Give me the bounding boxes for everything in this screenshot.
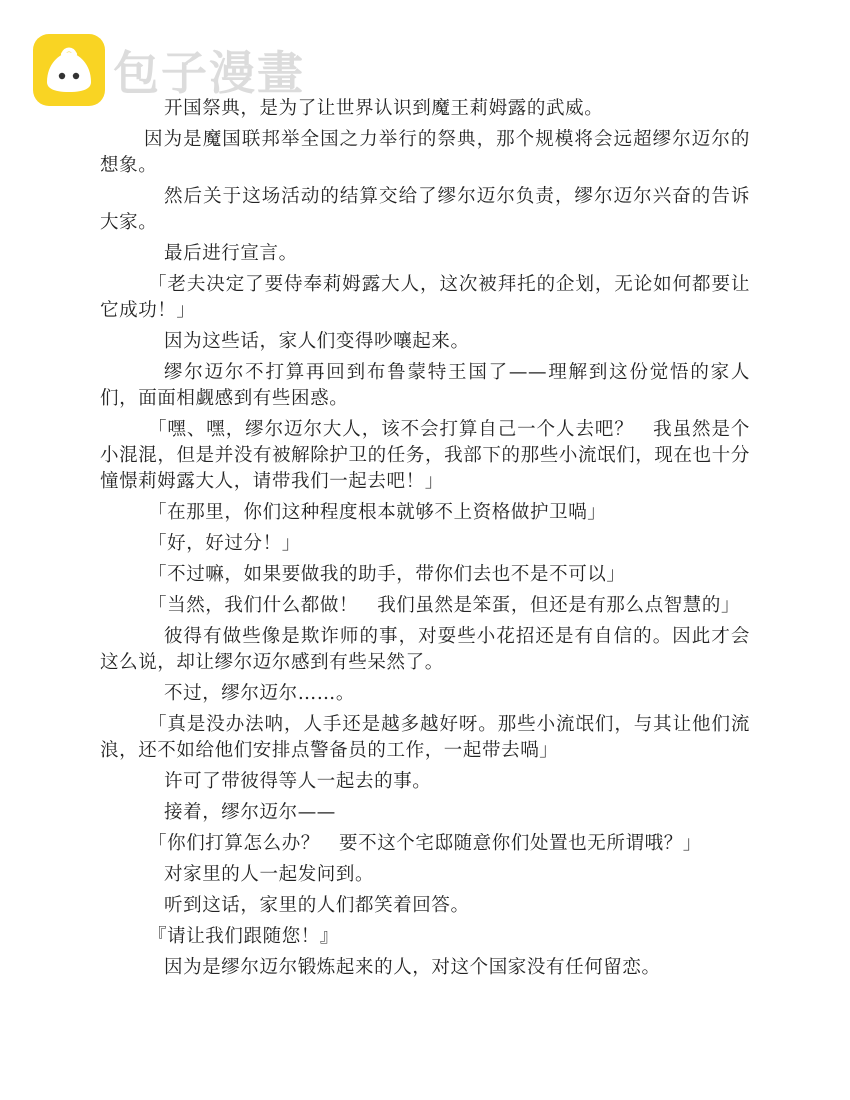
dialogue-line: 「当然，我们什么都做！ 我们虽然是笨蛋，但还是有那么点智慧的」	[148, 595, 741, 616]
paragraph: 因为这些话，家人们变得吵嚷起来。	[164, 331, 470, 352]
dialogue-line: 「嘿、嘿，缪尔迈尔大人，该不会打算自己一个人去吧？ 我虽然是个小混混，但是并没有被解除护卫的任务，我部下的那些小流氓们，现在也十分憧憬莉姆露大人，请带我们一起去吧！」	[100, 419, 750, 492]
article-body	[100, 96, 750, 986]
dialogue-line: 「好，好过分！」	[148, 533, 301, 554]
steamed-bun-icon	[33, 34, 105, 106]
watermark-text: 包子漫畫	[113, 46, 305, 100]
dialogue-line: 「真是没办法呐，人手还是越多越好呀。那些小流氓们，与其让他们流浪，还不如给他们安排点警备员的工作，一起带去喎」	[100, 714, 750, 761]
paragraph: 然后关于这场活动的结算交给了缪尔迈尔负责，缪尔迈尔兴奋的告诉大家。	[100, 186, 750, 233]
paragraph: 开国祭典，是为了让世界认识到魔王莉姆露的武威。	[164, 98, 604, 119]
paragraph: 缪尔迈尔不打算再回到布鲁蒙特王国了——理解到这份觉悟的家人们，面面相觑感到有些困惑。	[100, 362, 750, 409]
paragraph: 不过，缪尔迈尔……。	[164, 683, 356, 704]
paragraph: 因为是缪尔迈尔锻炼起来的人，对这个国家没有任何留恋。	[164, 957, 661, 978]
dialogue-line: 「老夫决定了要侍奉莉姆露大人，这次被拜托的企划，无论如何都要让它成功！」	[100, 274, 750, 321]
paragraph: 彼得有做些像是欺诈师的事，对耍些小花招还是有自信的。因此才会这么说，却让缪尔迈尔感到有些呆然了。	[100, 626, 750, 673]
paragraph: 许可了带彼得等人一起去的事。	[164, 771, 432, 792]
dialogue-line: 「你们打算怎么办？ 要不这个宅邸随意你们处置也无所谓哦？」	[148, 833, 702, 854]
dialogue-line: 「不过嘛，如果要做我的助手，带你们去也不是不可以」	[148, 564, 626, 585]
paragraph: 最后进行宣言。	[164, 243, 298, 264]
paragraph: 因为是魔国联邦举全国之力举行的祭典，那个规模将会远超缪尔迈尔的想象。	[100, 129, 750, 176]
paragraph: 接着，缪尔迈尔——	[164, 802, 336, 823]
paragraph: 对家里的人一起发问到。	[164, 864, 375, 885]
dialogue-line: 『请让我们跟随您！』	[148, 926, 340, 947]
dialogue-line: 「在那里，你们这种程度根本就够不上资格做护卫喎」	[148, 502, 607, 523]
paragraph: 听到这话，家里的人们都笑着回答。	[164, 895, 470, 916]
